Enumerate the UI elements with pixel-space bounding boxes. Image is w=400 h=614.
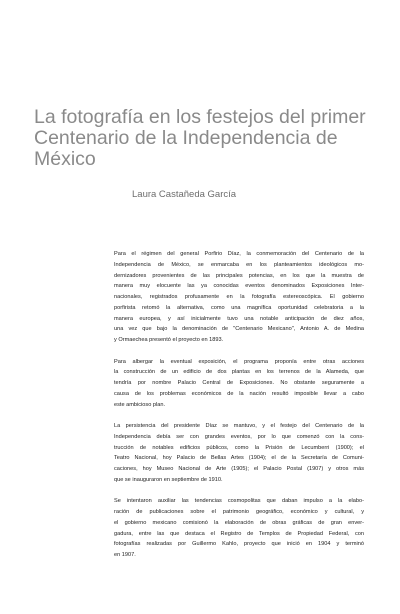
paragraph	[114, 496, 364, 561]
text-line: la construcción de un edificio de dos plantas en los terrenos de la Alameda, que	[114, 369, 364, 376]
text-line: gadura, entre las que destaca el Registro de Templos de Propiedad Federal, con	[114, 530, 364, 537]
text-line: causa de los problemas económicos de la nación resultó imposible llevar a cabo	[114, 390, 364, 397]
text-line: que se inauguraron en septiembre de 1910.	[114, 476, 223, 483]
text-line: nacionales, registrados profusamente en la fotografía estereoscópica. El gobierno	[114, 294, 364, 300]
text-line: y Ormaechea presentó el proyecto en 1893.	[114, 337, 224, 343]
paragraph	[114, 249, 364, 346]
title-line: México	[34, 148, 96, 170]
text-line: este ambicioso plan.	[114, 401, 165, 408]
paragraph	[114, 357, 364, 411]
text-line: Se intentaron auxiliar las tendencias cosmopolitas que daban impulso a la elabo-	[114, 498, 364, 505]
text-line: en 1907.	[114, 552, 136, 558]
text-line: ración de publicaciones sobre el patrimonio geográfico, económico y cultural, y	[114, 509, 364, 515]
text-line: una vez que bajo la denominación de "Centenario Mexicano", Antonio A. de Medina	[114, 326, 364, 333]
text-line: caciones, hoy Museo Nacional de Arte (1905); el Palacio Postal (1907) y otros más	[114, 466, 364, 472]
text-line: el gobierno mexicano comisionó la elaboración de obras gráficas de gran enver-	[114, 519, 364, 526]
text-line: Teatro Nacional, hoy Palacio de Bellas Artes (1904); el de la Secretaría de Comuni-	[114, 455, 364, 462]
text-line: Para albergar la eventual exposición, el programa proponía entre otras acciones	[114, 358, 364, 365]
text-line: Independencia de México, se enmarcaba en los planteamientos ideológicos mo-	[114, 261, 364, 268]
title-line: Centenario de la Independencia de	[34, 127, 338, 149]
paragraph	[114, 421, 364, 486]
text-line: La persistencia del presidente Díaz se mantuvo, y el festejo del Centenario de la	[114, 423, 364, 429]
title-line: La fotografía en los festejos del primer	[34, 106, 366, 128]
chapter-title	[34, 107, 374, 170]
text-line: Independencia debía ser con grandes eventos, por lo que comenzó con la cons-	[114, 433, 364, 440]
text-line: trucción de notables edificios públicos, como la Prisión de Lecumberri (1900); el	[114, 444, 364, 451]
text-line: Para el régimen del general Porfirio Díaz, la conmemoración del Centenario de la	[114, 251, 364, 257]
body-text	[114, 249, 364, 572]
author-name: Laura Castañeda García	[132, 189, 237, 200]
text-line: manera europea, y así inicialmente tuvo una notable anticipación de diez años,	[114, 315, 364, 322]
text-line: dernizadores provenientes de las principales potencias, en los que la muestra de	[114, 272, 364, 279]
text-line: manera muy elocuente las ya conocidas eventos denominados Exposiciones Inter-	[114, 283, 364, 290]
text-line: tendría por nombre Palacio Central de Exposiciones. No obstante seguramente a	[114, 380, 364, 386]
text-line: porfirista retomó la alternativa, como una magnífica oportunidad celebratoria a la	[114, 304, 364, 311]
text-line: fotografías realizadas por Guillermo Kahlo, proyecto que inició en 1904 y terminó	[114, 541, 364, 548]
